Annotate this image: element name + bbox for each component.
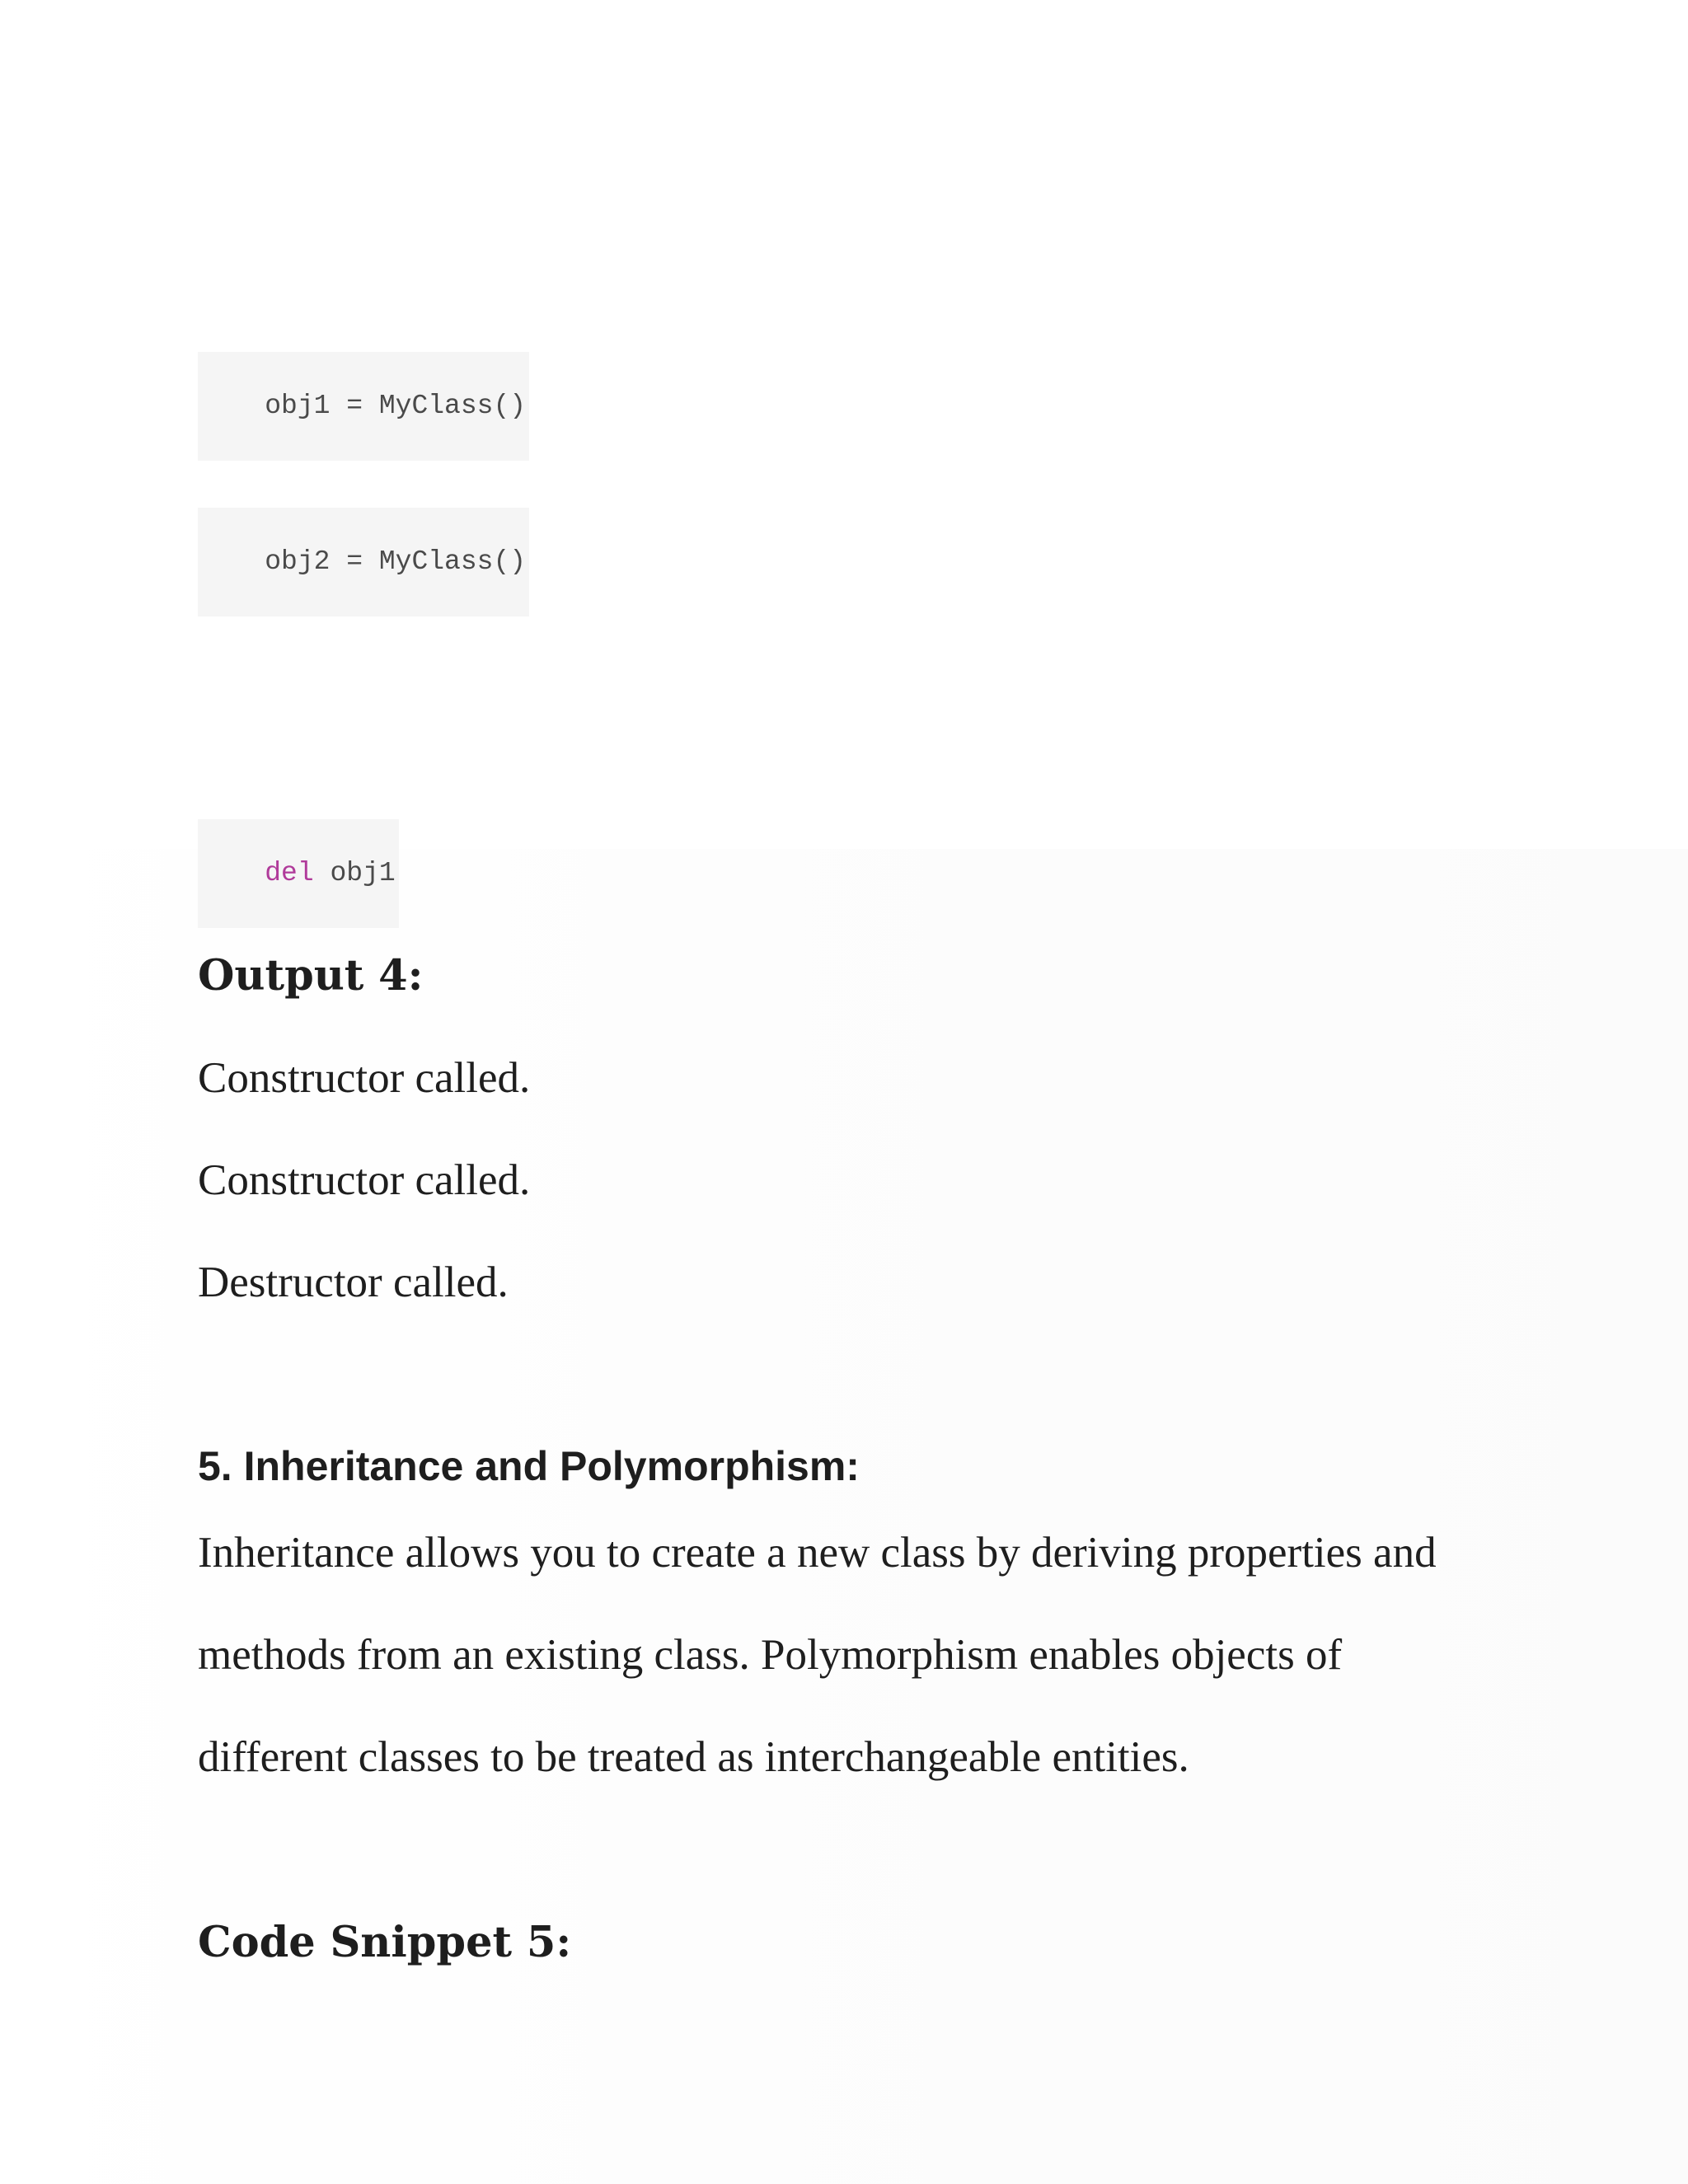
code-snippet-heading: Code Snippet 5: bbox=[198, 1918, 572, 1967]
paragraph-line: methods from an existing class. Polymorphism enables objects of bbox=[198, 1631, 1343, 1679]
code-line-obj1 bbox=[198, 352, 529, 461]
output-heading: Output 4: bbox=[198, 951, 424, 1001]
code-line-obj2 bbox=[198, 508, 529, 616]
paragraph-line: Inheritance allows you to create a new class by deriving properties and bbox=[198, 1529, 1437, 1577]
code-text: obj2 = MyClass() bbox=[265, 546, 527, 577]
code-text: obj1 = MyClass() bbox=[265, 391, 527, 421]
output-line: Constructor called. bbox=[198, 1054, 531, 1102]
section-heading: 5. Inheritance and Polymorphism: bbox=[198, 1443, 860, 1489]
code-keyword: del bbox=[265, 858, 314, 888]
section-paragraph bbox=[198, 1502, 1550, 1808]
output-line: Constructor called. bbox=[198, 1156, 531, 1204]
code-line-del bbox=[198, 819, 399, 928]
code-text: obj1 bbox=[313, 858, 396, 888]
output-line: Destructor called. bbox=[198, 1258, 509, 1306]
paragraph-line: different classes to be treated as interchangeable entities. bbox=[198, 1733, 1189, 1781]
